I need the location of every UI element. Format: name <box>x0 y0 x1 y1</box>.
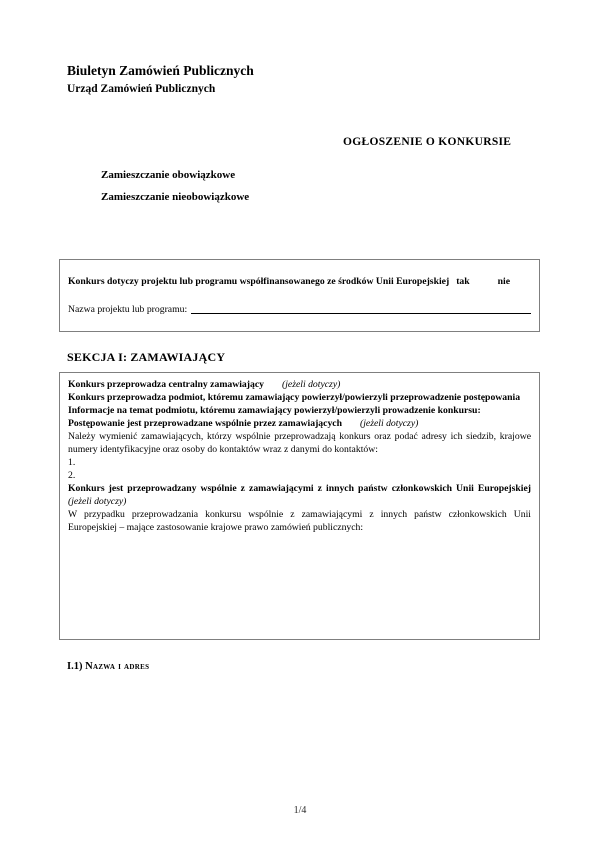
section-i1-heading <box>67 661 149 672</box>
entrusted-entity-line: Konkurs przeprowadza podmiot, któremu zamawiający powierzył/powierzyli przeprowadzenie postępowania <box>68 392 521 403</box>
if-applicable-note: (jeżeli dotyczy) <box>359 418 419 429</box>
eu-funding-yes-label: tak <box>456 276 470 287</box>
posting-type-block <box>101 169 249 204</box>
joint-procedure-label: Postępowanie jest przeprowadzane wspólnie przez zamawiających <box>68 418 342 429</box>
document-title: OGŁOSZENIE O KONKURSIE <box>343 136 512 148</box>
section-i1-number: I.1) <box>67 661 83 672</box>
eu-funding-box <box>59 259 540 332</box>
if-applicable-note: (jeżeli dotyczy) <box>281 379 341 390</box>
joint-procedure-note: Należy wymienić zamawiających, którzy wspólnie przeprowadzają konkurs oraz podać adresy ich siedzib, krajowe numery identyfikacyjne oraz osoby do kontaktów wraz z danymi do kontaktów: <box>68 431 531 455</box>
section-i1-title: Nazwa i adres <box>85 661 150 672</box>
document-header <box>67 63 254 96</box>
entrusted-entity-info-line: Informacje na temat podmiotu, któremu zamawiający powierzył/powierzyli prowadzenie konkursu: <box>68 405 481 416</box>
eu-funding-no-label: nie <box>497 276 511 287</box>
eu-joint-label: Konkurs jest przeprowadzany wspólnie z zamawiającymi z innych państw członkowskich Unii Europejskiej <box>68 483 531 494</box>
eu-joint-note: W przypadku przeprowadzania konkursu wspólnie z zamawiającymi z innych państw członkowskich Unii Europejskiej – mające zastosowanie krajowe prawo zamówień publicznych: <box>68 509 531 533</box>
eu-joint-line <box>68 482 531 508</box>
contracting-authority-box <box>59 372 540 640</box>
publisher-title: Biuletyn Zamówień Publicznych <box>67 63 254 78</box>
posting-optional-label: Zamieszczanie nieobowiązkowe <box>101 191 250 203</box>
section-1-heading: SEKCJA I: ZAMAWIAJĄCY <box>67 350 226 364</box>
joint-procedure-line <box>68 417 531 430</box>
central-purchaser-label: Konkurs przeprowadza centralny zamawiający <box>68 379 264 390</box>
central-purchaser-line <box>68 378 531 391</box>
eu-funding-question: Konkurs dotyczy projektu lub programu współfinansowanego ze środków Unii Europejskiej <box>68 276 450 287</box>
page-number: 1/4 <box>293 805 307 816</box>
publisher-office: Urząd Zamówień Publicznych <box>67 83 216 95</box>
if-applicable-note: (jeżeli dotyczy) <box>68 496 127 507</box>
project-name-label: Nazwa projektu lub programu: <box>68 304 188 315</box>
posting-mandatory-label: Zamieszczanie obowiązkowe <box>101 169 236 181</box>
list-item-1: 1. <box>68 457 76 468</box>
list-item-2: 2. <box>68 470 76 481</box>
project-name-blank-line <box>191 304 531 314</box>
